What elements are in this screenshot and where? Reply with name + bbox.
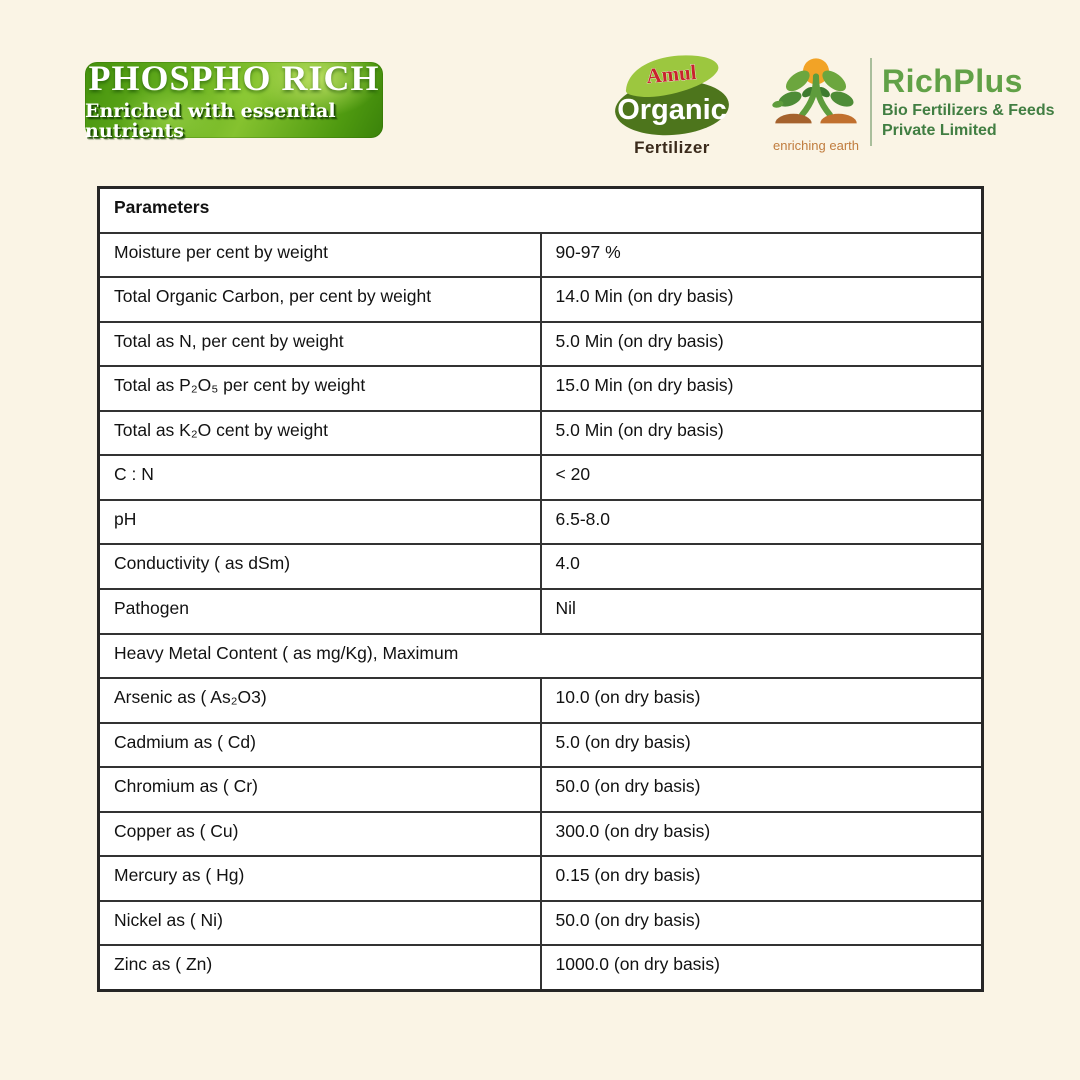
value-cell: 4.0 — [541, 544, 983, 589]
table-row — [99, 411, 983, 456]
richplus-entity-type: Private Limited — [882, 122, 997, 139]
value-cell: 300.0 (on dry basis) — [541, 812, 983, 857]
parameter-cell: Moisture per cent by weight — [99, 233, 541, 278]
parameter-cell: Total as K₂O cent by weight — [99, 411, 541, 456]
product-title: PHOSPHO RICH — [88, 57, 380, 98]
table-row — [99, 277, 983, 322]
table-row — [99, 322, 983, 367]
richplus-icon-column — [770, 54, 862, 153]
fertilizer-label: Fertilizer — [634, 138, 710, 157]
table-row — [99, 945, 983, 990]
table-row — [99, 723, 983, 768]
section-header-cell: Heavy Metal Content ( as mg/Kg), Maximum — [99, 634, 983, 679]
amul-leaf-badge-icon — [610, 48, 734, 142]
table-row — [99, 366, 983, 411]
table-row — [99, 812, 983, 857]
table-section-row — [99, 634, 983, 679]
parameter-cell: pH — [99, 500, 541, 545]
table-header-cell: Parameters — [99, 188, 983, 233]
table-row — [99, 767, 983, 812]
product-subtitle: Enriched with essential nutrients — [85, 99, 336, 142]
value-cell: 6.5-8.0 — [541, 500, 983, 545]
parameter-cell: Total as P₂O₅ per cent by weight — [99, 366, 541, 411]
parameter-cell: Mercury as ( Hg) — [99, 856, 541, 901]
richplus-tagline: enriching earth — [773, 138, 859, 153]
value-cell: 15.0 Min (on dry basis) — [541, 366, 983, 411]
amul-brand-text: Amul — [645, 59, 698, 89]
parameter-cell: Arsenic as ( As₂O3) — [99, 678, 541, 723]
parameter-cell: Zinc as ( Zn) — [99, 945, 541, 990]
parameter-cell: Conductivity ( as dSm) — [99, 544, 541, 589]
parameter-cell: Copper as ( Cu) — [99, 812, 541, 857]
richplus-logo — [770, 54, 1055, 153]
value-cell: 0.15 (on dry basis) — [541, 856, 983, 901]
table-row — [99, 233, 983, 278]
table-row — [99, 500, 983, 545]
richplus-business-line: Bio Fertilizers & Feeds — [882, 102, 1055, 119]
parameter-cell: Total as N, per cent by weight — [99, 322, 541, 367]
table-header-row — [99, 188, 983, 233]
table-row — [99, 856, 983, 901]
value-cell: 50.0 (on dry basis) — [541, 901, 983, 946]
value-cell: 90-97 % — [541, 233, 983, 278]
table-row — [99, 678, 983, 723]
value-cell: 10.0 (on dry basis) — [541, 678, 983, 723]
value-cell: < 20 — [541, 455, 983, 500]
value-cell: 5.0 Min (on dry basis) — [541, 322, 983, 367]
parameter-cell: Total Organic Carbon, per cent by weight — [99, 277, 541, 322]
richplus-text-column — [882, 54, 1055, 141]
tree-icon — [772, 54, 860, 137]
amul-organic-logo — [610, 48, 734, 158]
table-row — [99, 589, 983, 634]
value-cell: 1000.0 (on dry basis) — [541, 945, 983, 990]
parameter-cell: Pathogen — [99, 589, 541, 634]
logo-divider — [870, 58, 872, 146]
parameter-cell: Cadmium as ( Cd) — [99, 723, 541, 768]
parameter-cell: Nickel as ( Ni) — [99, 901, 541, 946]
value-cell: 5.0 Min (on dry basis) — [541, 411, 983, 456]
phospho-rich-banner — [85, 57, 383, 142]
parameter-cell: Chromium as ( Cr) — [99, 767, 541, 812]
table-row — [99, 544, 983, 589]
table-row — [99, 455, 983, 500]
parameters-table — [97, 186, 984, 992]
value-cell: 5.0 (on dry basis) — [541, 723, 983, 768]
value-cell: 50.0 (on dry basis) — [541, 767, 983, 812]
parameter-cell: C : N — [99, 455, 541, 500]
organic-text: Organic — [617, 94, 727, 126]
richplus-company-name: RichPlus — [882, 63, 1023, 99]
value-cell: 14.0 Min (on dry basis) — [541, 277, 983, 322]
table-row — [99, 901, 983, 946]
value-cell: Nil — [541, 589, 983, 634]
